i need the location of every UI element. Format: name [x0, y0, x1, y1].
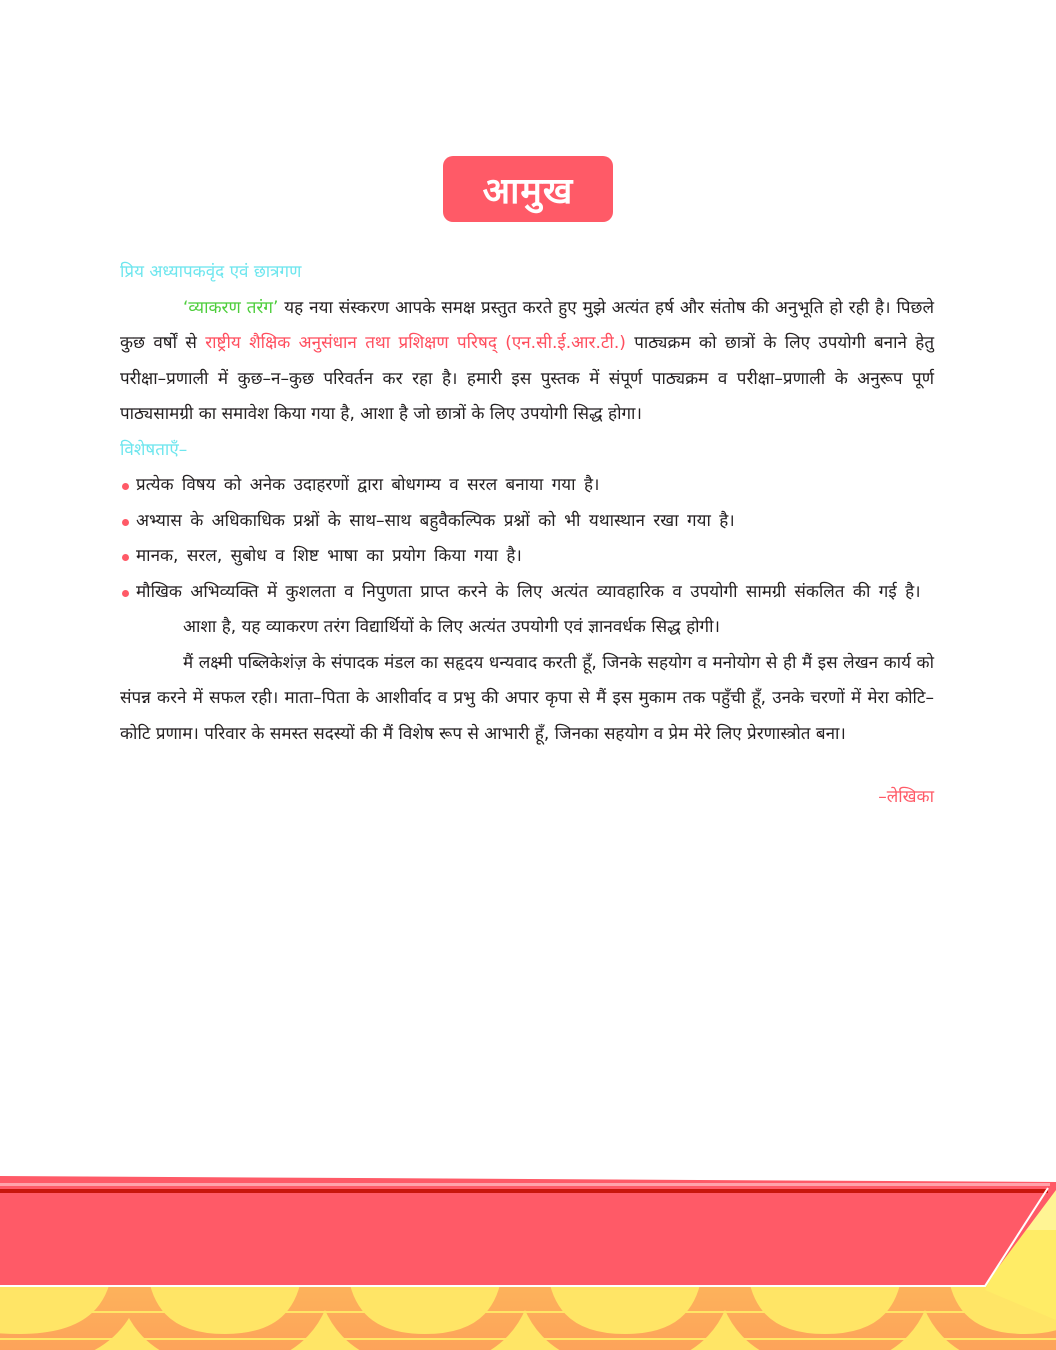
page-title: आमुख	[443, 156, 613, 222]
preface-body	[120, 255, 934, 833]
features-heading: विशेषताएँ–	[120, 439, 188, 460]
feature-item: मौखिक अभिव्यक्ति में कुशलता व निपुणता प्राप्त करने के लिए अत्यंत व्यावहारिक व उपयोगी सामग्री संकलित की गई है।	[120, 575, 934, 611]
author-signature: –लेखिका	[878, 787, 934, 807]
salutation: प्रिय अध्यापकवृंद एवं छात्रगण	[120, 262, 302, 282]
intro-text-2: पाठ्यक्रम को छात्रों के लिए उपयोगी बनाने हेतु परीक्षा–प्रणाली में कुछ–न–कुछ परिवर्तन कर रहा है। हमारी इस पुस्तक में संपूर्ण पाठ्यक्रम व परीक्षा–प्रणाली के अनुरूप पूर्ण पाठ्यसामग्री का समावेश किया गया है, आशा है जो छात्रों के लिए उपयोगी सिद्ध होगा।	[120, 333, 935, 424]
bullet-icon	[122, 554, 129, 561]
intro-text-1: यह नया संस्करण आपके समक्ष प्रस्तुत करते हुए मुझे अत्यंत हर्ष और संतोष की अनुभूति हो रही है। पिछले कुछ वर्षों से	[120, 297, 934, 353]
feature-item: अभ्यास के अधिकाधिक प्रश्नों के साथ–साथ बहुवैकल्पिक प्रश्नों को भी यथास्थान रखा गया है।	[120, 504, 934, 540]
feature-item: मानक, सरल, सुबोध व शिष्ट भाषा का प्रयोग किया गया है।	[120, 539, 934, 575]
features-list	[120, 468, 934, 610]
closing-paragraph-1: आशा है, यह व्याकरण तरंग विद्यार्थियों के लिए अत्यंत उपयोगी एवं ज्ञानवर्धक सिद्ध होगी।	[183, 617, 720, 637]
footer-decoration	[0, 1170, 1056, 1350]
bullet-icon	[122, 590, 129, 597]
closing-paragraph-2: मैं लक्ष्मी पब्लिकेशंज़ के संपादक मंडल का सहृदय धन्यवाद करती हूँ, जिनके सहयोग व मनोयोग से ही मैं इस लेखन कार्य को संपन्न करने में सफल रही। माता–पिता के आशीर्वाद व प्रभु की अपार कृपा से मैं इस मुकाम तक पहुँची हूँ, उनके चरणों में मेरा कोटि–कोटि प्रणाम। परिवार के समस्त सदस्यों की मैं विशेष रूप से आभारी हूँ, जिनका सहयोग व प्रेम मेरे लिए प्रेरणास्त्रोत बना।	[120, 652, 934, 744]
feature-item: प्रत्येक विषय को अनेक उदाहरणों द्वारा बोधगम्य व सरल बनाया गया है।	[120, 468, 934, 504]
bullet-icon	[122, 483, 129, 490]
book-name: ‘व्याकरण तरंग’	[183, 297, 279, 318]
organization-name: राष्ट्रीय शैक्षिक अनुसंधान तथा प्रशिक्षण परिषद् (एन.सी.ई.आर.टी.)	[205, 333, 626, 353]
intro-paragraph	[120, 291, 934, 433]
bullet-icon	[122, 519, 129, 526]
